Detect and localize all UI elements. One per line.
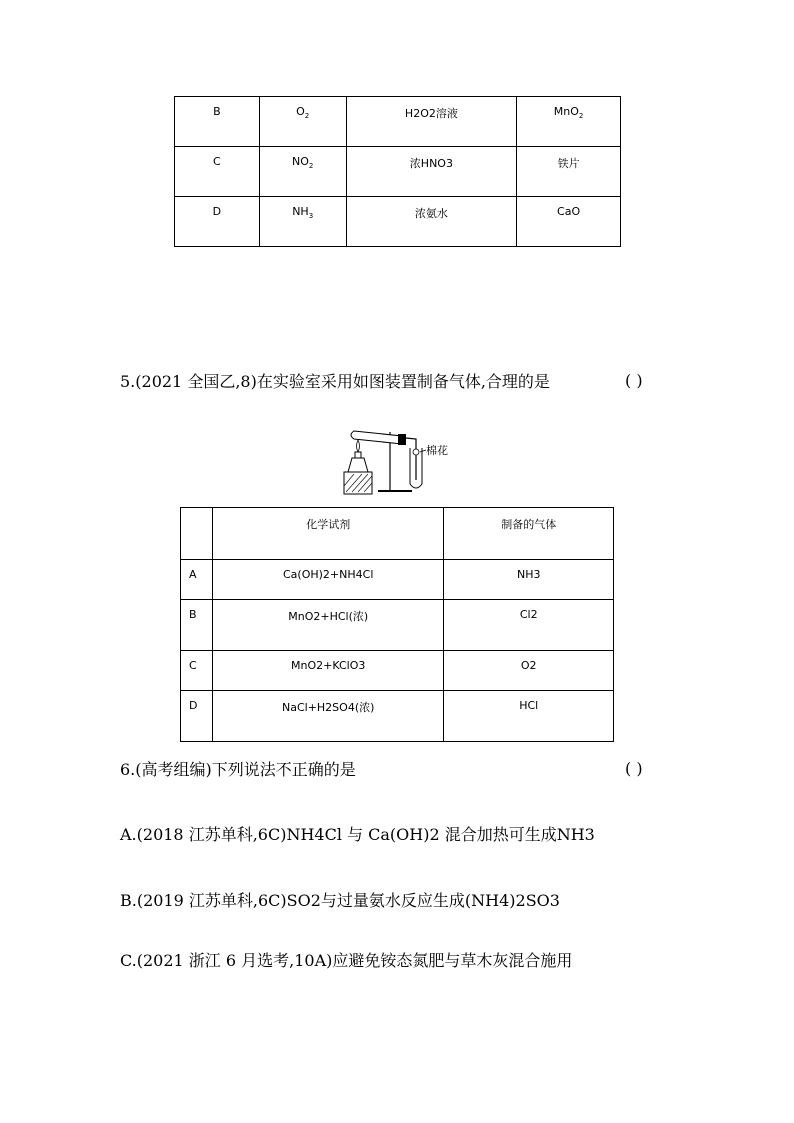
header-cell: [181, 508, 213, 560]
row-label: B: [175, 97, 260, 147]
answer-bracket: ( ): [625, 759, 643, 778]
question-6-text: 6.(高考组编)下列说法不正确的是: [120, 760, 356, 779]
reagent-cell: 浓氨水: [346, 197, 517, 247]
cotton-label: 棉花: [426, 444, 448, 457]
solid-cell: MnO$_2$: [517, 97, 621, 147]
reagent-cell: MnO2+HCl(浓): [212, 600, 444, 651]
gas-cell: $NO_2$: [259, 147, 346, 197]
row-label: B: [181, 600, 213, 651]
table-row: [181, 560, 614, 600]
row-label: D: [181, 691, 213, 742]
row-label: C: [181, 651, 213, 691]
row-label: C: [175, 147, 260, 197]
reagent-cell: 浓HNO3: [346, 147, 517, 197]
gas-cell: HCl: [444, 691, 614, 742]
option-a: A.(2018 江苏单科,6C)NH4Cl 与 Ca(OH)2 混合加热可生成NH3: [120, 825, 595, 844]
reagent-table-2: [180, 507, 614, 742]
table-row: [181, 691, 614, 742]
reagent-cell: H2O2溶液: [346, 97, 517, 147]
table-row: [181, 600, 614, 651]
table-header-row: [181, 508, 614, 560]
reagent-cell: Ca(OH)2+NH4Cl: [212, 560, 444, 600]
question-5-text: 5.(2021 全国乙,8)在实验室采用如图装置制备气体,合理的是: [120, 372, 550, 391]
table-row: [181, 651, 614, 691]
reagent-cell: MnO2+KClO3: [212, 651, 444, 691]
gas-cell: $O_2$: [259, 97, 346, 147]
gas-cell: NH3: [444, 560, 614, 600]
header-cell: 化学试剂: [212, 508, 444, 560]
gas-cell: Cl2: [444, 600, 614, 651]
reagent-table-1: [174, 96, 621, 247]
header-cell: 制备的气体: [444, 508, 614, 560]
gas-cell: O2: [444, 651, 614, 691]
option-c: C.(2021 浙江 6 月选考,10A)应避免铵态氮肥与草木灰混合施用: [120, 951, 573, 970]
answer-bracket: ( ): [625, 371, 643, 390]
row-label: A: [181, 560, 213, 600]
reagent-cell: NaCl+H2SO4(浓): [212, 691, 444, 742]
option-b: B.(2019 江苏单科,6C)SO2与过量氨水反应生成(NH4)2SO3: [120, 891, 560, 910]
row-label: D: [175, 197, 260, 247]
apparatus-figure: [340, 422, 460, 498]
table-row: [175, 97, 621, 147]
gas-cell: $NH_3$: [259, 197, 346, 247]
table-row: [175, 197, 621, 247]
table-row: [175, 147, 621, 197]
solid-cell: CaO: [517, 197, 621, 247]
solid-cell: 铁片: [517, 147, 621, 197]
